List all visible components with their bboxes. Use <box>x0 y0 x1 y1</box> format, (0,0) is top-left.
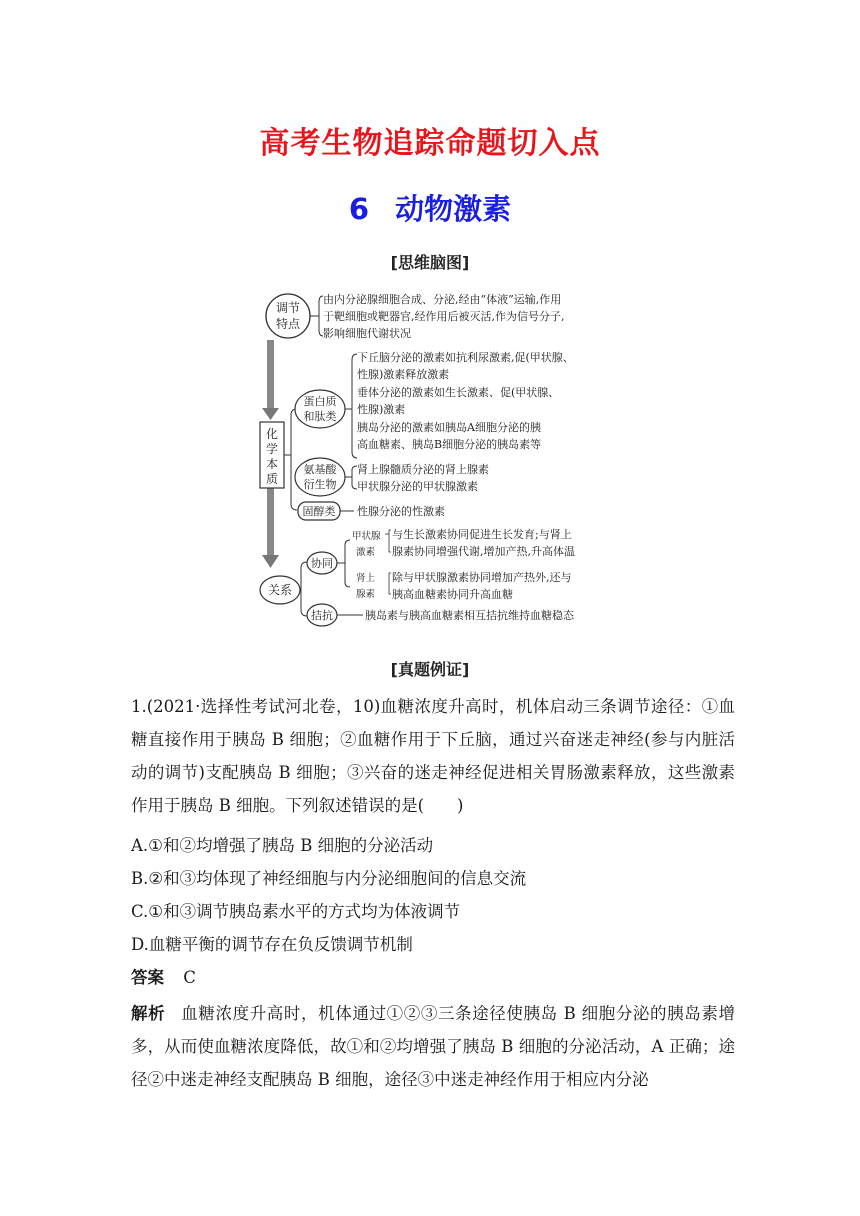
node-protein-line1: 蛋白质 <box>303 395 337 408</box>
antagonism-text: 胰岛素与胰高血糖素相互拮抗维持血糖稳态 <box>365 609 574 622</box>
exam-heading: [真题例证] <box>390 660 470 679</box>
analysis-text: 血糖浓度升高时，机体通过①②③三条途径使胰岛 B 细胞分泌的胰岛素增多，从而使血糖浓度降低，故①和②均增强了胰岛 B 细胞的分泌活动，A 正确；途径②中迷走神经支配胰岛 B 细胞，途径③中迷走神经作用于相应内分泌 <box>131 1004 735 1089</box>
nature-char-3: 本 <box>265 457 279 471</box>
steroid-text: 性腺分泌的性激素 <box>357 505 445 518</box>
node-synergy-label: 协同 <box>311 557 333 570</box>
synergy-b-label-1: 肾上 <box>356 573 376 584</box>
node-traits-line2: 特点 <box>275 317 301 331</box>
vertical-arrow-head-1 <box>262 408 279 420</box>
mind-map-diagram <box>255 282 605 627</box>
protein-text-2: 性腺)激素释放激素 <box>357 368 450 381</box>
node-amino-line1: 氨基酸 <box>303 463 337 476</box>
synergy-b-label-2: 腺素 <box>356 589 376 600</box>
synergy-a-label-1: 甲状腺 <box>352 531 381 542</box>
traits-text-2: 于靶细胞或靶器官,经作用后被灭活,作为信号分子, <box>323 310 565 323</box>
nature-char-4: 质 <box>265 472 279 486</box>
protein-text-3: 垂体分泌的激素如生长激素、促(甲状腺、 <box>357 386 560 399</box>
protein-text-5: 胰岛分泌的激素如胰岛A细胞分泌的胰 <box>357 421 541 434</box>
vertical-arrow-head-2 <box>262 555 279 568</box>
protein-text-4: 性腺)激素 <box>357 403 406 416</box>
answer-label: 答案 <box>131 968 164 987</box>
node-amino-line2: 衍生物 <box>303 478 337 491</box>
nature-char-1: 化 <box>265 427 279 441</box>
option-d: D.血糖平衡的调节存在负反馈调节机制 <box>131 935 413 954</box>
chapter-title <box>0 187 860 228</box>
vertical-arrow-shaft-1 <box>267 340 274 408</box>
answer-value: C <box>183 968 196 987</box>
main-title: 高考生物追踪命题切入点 <box>259 126 601 161</box>
nature-char-2: 学 <box>265 442 279 456</box>
option-a: A.①和②均增强了胰岛 B 细胞的分泌活动 <box>131 836 434 855</box>
synergy-b-text-2: 胰高血糖素协同升高血糖 <box>392 588 513 601</box>
synergy-a-text-2: 腺素协同增强代谢,增加产热,升高体温 <box>392 545 575 558</box>
analysis-label: 解析 <box>131 1004 166 1023</box>
option-c: C.①和③调节胰岛素水平的方式均为体液调节 <box>131 902 461 921</box>
synergy-b-text-1: 除与甲状腺激素协同增加产热外,还与 <box>392 571 572 584</box>
node-protein-line2: 和肽类 <box>303 410 337 423</box>
answer-line <box>131 964 196 988</box>
question-stem: 1.(2021·选择性考试河北卷，10)血糖浓度升高时，机体启动三条调节途径：①血糖直接作用于胰岛 B 细胞；②血糖作用于下丘脑，通过兴奋迷走神经(参与内脏活动的调节)支配胰岛 B 细胞；③兴奋的迷走神经促进相关胃肠激素释放，这些激素作用于胰岛 B 细胞。下列叙述错误的是( ) <box>131 697 735 815</box>
synergy-a-text-1: 与生长激素协同促进生长发育;与肾上 <box>392 528 572 541</box>
traits-text-1: 由内分泌腺细胞合成、分泌,经由“体液”运输,作用 <box>323 293 562 306</box>
vertical-arrow-shaft-2 <box>267 487 274 557</box>
amino-text-1: 肾上腺髓质分泌的肾上腺素 <box>357 463 489 476</box>
traits-text-3: 影响细胞代谢状况 <box>323 327 411 340</box>
node-traits-line1: 调节 <box>275 301 301 315</box>
synergy-a-label-2: 激素 <box>356 547 376 558</box>
chapter-number: 6 <box>348 192 370 226</box>
analysis-paragraph <box>131 997 735 1096</box>
mind-map-heading: [思维脑图] <box>390 253 470 272</box>
node-steroid-label: 固醇类 <box>302 505 336 518</box>
node-relation-label: 关系 <box>267 583 293 597</box>
option-b: B.②和③均体现了神经细胞与内分泌细胞间的信息交流 <box>131 869 527 888</box>
protein-text-1: 下丘脑分泌的激素如抗利尿激素,促(甲状腺、 <box>357 351 574 364</box>
node-antagonism-label: 拮抗 <box>311 609 333 622</box>
protein-text-6: 高血糖素、胰岛B细胞分泌的胰岛素等 <box>357 438 542 451</box>
chapter-name: 动物激素 <box>395 192 512 226</box>
amino-text-2: 甲状腺分泌的甲状腺激素 <box>357 480 478 493</box>
